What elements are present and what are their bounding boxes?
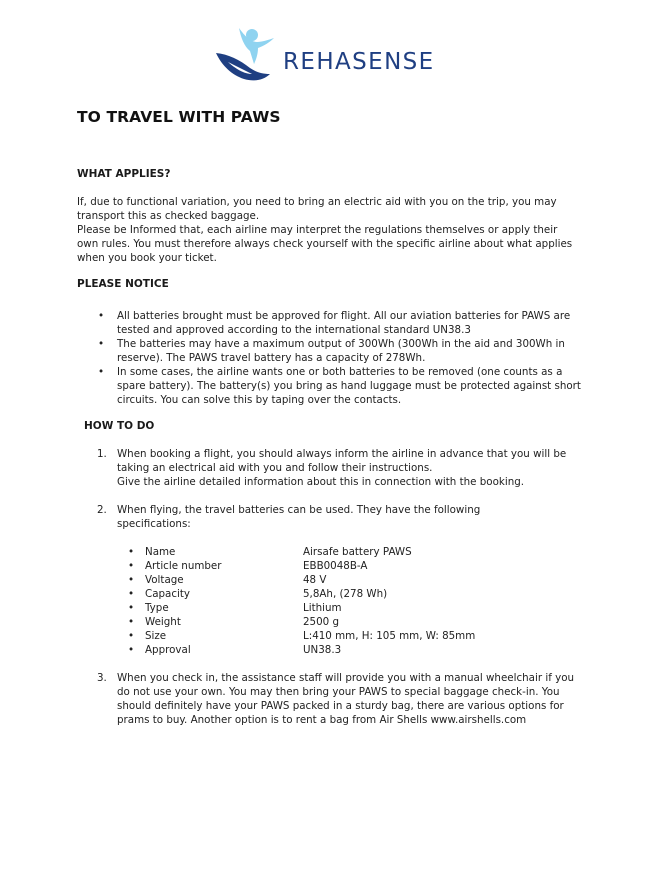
list-item-text: The batteries may have a maximum output of 300Wh (300Wh in the aid and 300Wh in reserve). The PAWS travel battery has a capacity of 278Wh.	[117, 338, 565, 364]
step-text: When you check in, the assistance staff will provide you with a manual wheelchair if you do not use your own. You may then bring your PAWS to special baggage check-in. You should definitely have your PAWS packed in a sturdy bag, there are various options for prams to buy. Another option is to rent a bag from Air Shells www.airshells.com	[117, 672, 575, 726]
spec-key: Approval	[145, 644, 191, 656]
heading-how-to-do: HOW TO DO	[84, 420, 155, 432]
heading-what-applies: WHAT APPLIES?	[77, 168, 171, 180]
spec-value: Airsafe battery PAWS	[303, 546, 412, 558]
spec-row	[128, 615, 590, 629]
step-number: 3.	[97, 672, 107, 684]
list-item-text: All batteries brought must be approved for flight. All our aviation batteries for PAWS are tested and approved according to the international standard UN38.3	[117, 310, 571, 336]
steps-list	[90, 447, 590, 727]
spec-key: Weight	[145, 616, 181, 628]
spec-key: Size	[145, 630, 167, 642]
bullet-icon: •	[98, 338, 105, 350]
step-text: When booking a flight, you should always inform the airline in advance that you will be taking an electrical aid with you and follow their instructions.	[117, 448, 567, 474]
spec-value: EBB0048B-A	[303, 560, 368, 572]
spec-value: 5,8Ah, (278 Wh)	[303, 588, 388, 600]
logo-brand-text: REHASENSE	[283, 49, 435, 75]
spec-key: Name	[145, 546, 176, 558]
spec-key: Voltage	[145, 574, 184, 586]
spec-row	[128, 601, 590, 615]
step-text: Give the airline detailed information about this in connection with the booking.	[117, 476, 525, 488]
bullet-icon: •	[128, 630, 135, 642]
rehasense-logo	[214, 24, 454, 82]
bullet-icon: •	[128, 546, 135, 558]
step-item	[90, 671, 590, 727]
step-number: 1.	[97, 448, 107, 460]
specifications-list	[128, 545, 590, 657]
spec-row	[128, 559, 590, 573]
bullet-icon: •	[128, 574, 135, 586]
spec-value: 2500 g	[303, 616, 340, 628]
bullet-icon: •	[98, 310, 105, 322]
spec-value: Lithium	[303, 602, 342, 614]
spec-key: Capacity	[145, 588, 190, 600]
step-number: 2.	[97, 504, 107, 516]
step-item	[90, 447, 590, 489]
bullet-icon: •	[128, 588, 135, 600]
spec-value: 48 V	[303, 574, 327, 586]
list-item	[77, 309, 587, 337]
spec-key: Article number	[145, 560, 222, 572]
step-text: When flying, the travel batteries can be used. They have the following specifications:	[117, 504, 481, 530]
paragraph: If, due to functional variation, you need to bring an electric aid with you on the trip, you may transport this as checked baggage.	[77, 196, 557, 222]
bullet-icon: •	[128, 644, 135, 656]
step-item	[90, 503, 590, 657]
bullet-icon: •	[128, 602, 135, 614]
spec-value: L:410 mm, H: 105 mm, W: 85mm	[303, 630, 476, 642]
list-item	[77, 365, 587, 407]
notice-list	[77, 309, 587, 407]
spec-value: UN38.3	[303, 644, 342, 656]
logo-mark-icon	[214, 24, 276, 82]
paragraph: Please be Informed that, each airline may interpret the regulations themselves or apply their own rules. You must therefore always check yourself with the specific airline about what applies when you book your ticket.	[77, 224, 573, 264]
bullet-icon: •	[98, 366, 105, 378]
page-title: TO TRAVEL WITH PAWS	[77, 108, 281, 126]
what-applies-body	[77, 195, 577, 265]
list-item	[77, 337, 587, 365]
spec-row	[128, 545, 590, 559]
list-item-text: In some cases, the airline wants one or both batteries to be removed (one counts as a spare battery). The battery(s) you bring as hand luggage must be protected against short circuits. You can solve this by taping over the contacts.	[117, 366, 581, 406]
spec-row	[128, 587, 590, 601]
spec-row	[128, 643, 590, 657]
spec-key: Type	[145, 602, 169, 614]
bullet-icon: •	[128, 560, 135, 572]
heading-please-notice: PLEASE NOTICE	[77, 278, 169, 290]
spec-row	[128, 573, 590, 587]
bullet-icon: •	[128, 616, 135, 628]
spec-row	[128, 629, 590, 643]
